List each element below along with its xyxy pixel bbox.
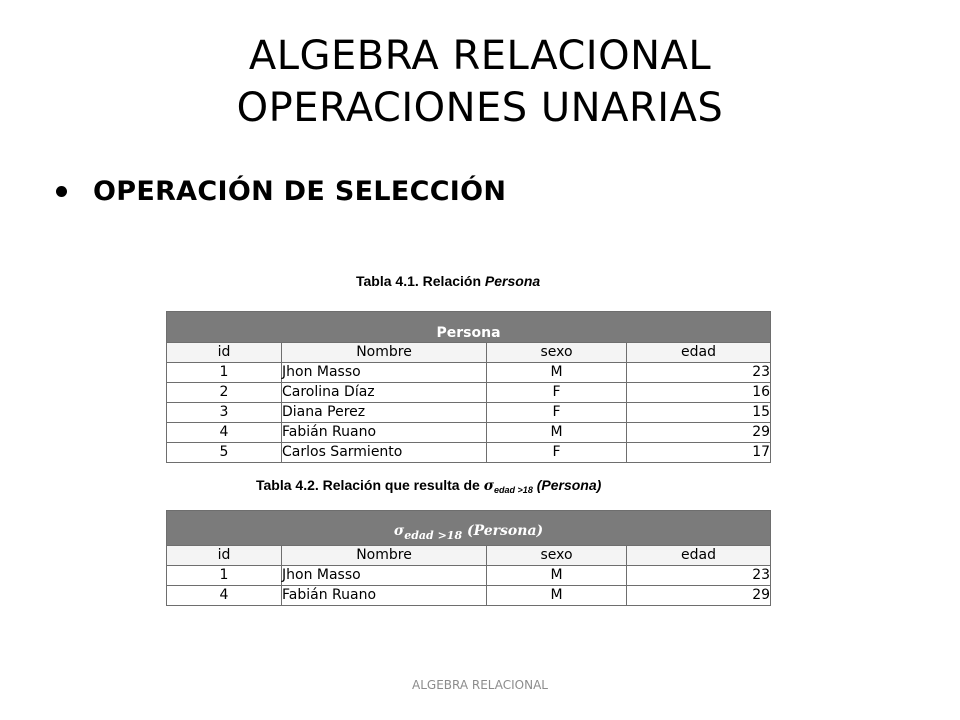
cell-id: 4: [167, 586, 282, 606]
cell-sexo: F: [487, 383, 627, 403]
persona-table: [166, 311, 771, 463]
cell-nombre: Carolina Díaz: [282, 383, 487, 403]
cell-sexo: M: [487, 363, 627, 383]
cell-id: 5: [167, 443, 282, 463]
column-header-edad: edad: [627, 546, 771, 566]
cell-nombre: Diana Perez: [282, 403, 487, 423]
column-header-edad: edad: [627, 343, 771, 363]
table-row: [167, 363, 771, 383]
cell-edad: 29: [627, 586, 771, 606]
persona-table-header: Persona: [167, 312, 771, 343]
cell-nombre: Jhon Masso: [282, 566, 487, 586]
table1-caption: [356, 273, 540, 289]
table-row: [167, 586, 771, 606]
cell-id: 4: [167, 423, 282, 443]
cell-sexo: M: [487, 566, 627, 586]
cell-edad: 15: [627, 403, 771, 423]
table2-caption: [256, 477, 601, 495]
title-line-2: OPERACIONES UNARIAS: [236, 85, 724, 131]
cell-edad: 23: [627, 566, 771, 586]
cell-edad: 29: [627, 423, 771, 443]
column-header-nombre: Nombre: [282, 546, 487, 566]
selection-operand: (Persona): [536, 477, 602, 493]
table-row: [167, 423, 771, 443]
header-selection-condition: edad >18: [404, 529, 463, 542]
table1-caption-name: Persona: [484, 273, 541, 289]
cell-edad: 17: [627, 443, 771, 463]
table-row: [167, 443, 771, 463]
column-header-sexo: sexo: [487, 546, 627, 566]
cell-sexo: M: [487, 423, 627, 443]
cell-id: 3: [167, 403, 282, 423]
slide-footer: ALGEBRA RELACIONAL: [412, 678, 548, 692]
table1-caption-prefix: Tabla 4.1. Relación: [356, 273, 485, 289]
bullet-dot-icon: [56, 186, 67, 197]
column-header-sexo: sexo: [487, 343, 627, 363]
header-selection-operand: (Persona): [466, 523, 544, 539]
cell-id: 2: [167, 383, 282, 403]
sigma-symbol: σ: [483, 478, 495, 494]
table2-caption-prefix: Tabla 4.2. Relación que resulta de: [256, 477, 484, 493]
cell-nombre: Jhon Masso: [282, 363, 487, 383]
selection-table-header: [167, 511, 771, 546]
cell-nombre: Fabián Ruano: [282, 423, 487, 443]
cell-sexo: M: [487, 586, 627, 606]
title-line-1: ALGEBRA RELACIONAL: [248, 33, 712, 79]
cell-sexo: F: [487, 443, 627, 463]
table-row: [167, 383, 771, 403]
selection-result-table: [166, 510, 771, 606]
bullet-text: OPERACIÓN DE SELECCIÓN: [93, 176, 507, 207]
bullet-item: [56, 176, 506, 207]
header-sigma-symbol: σ: [393, 523, 405, 539]
cell-sexo: F: [487, 403, 627, 423]
cell-nombre: Carlos Sarmiento: [282, 443, 487, 463]
slide-title: [0, 30, 960, 134]
table-row: [167, 403, 771, 423]
column-header-nombre: Nombre: [282, 343, 487, 363]
cell-id: 1: [167, 566, 282, 586]
table-row: [167, 566, 771, 586]
cell-nombre: Fabián Ruano: [282, 586, 487, 606]
column-header-id: id: [167, 546, 282, 566]
selection-condition: edad >18: [494, 485, 533, 495]
cell-edad: 23: [627, 363, 771, 383]
cell-id: 1: [167, 363, 282, 383]
column-header-id: id: [167, 343, 282, 363]
cell-edad: 16: [627, 383, 771, 403]
